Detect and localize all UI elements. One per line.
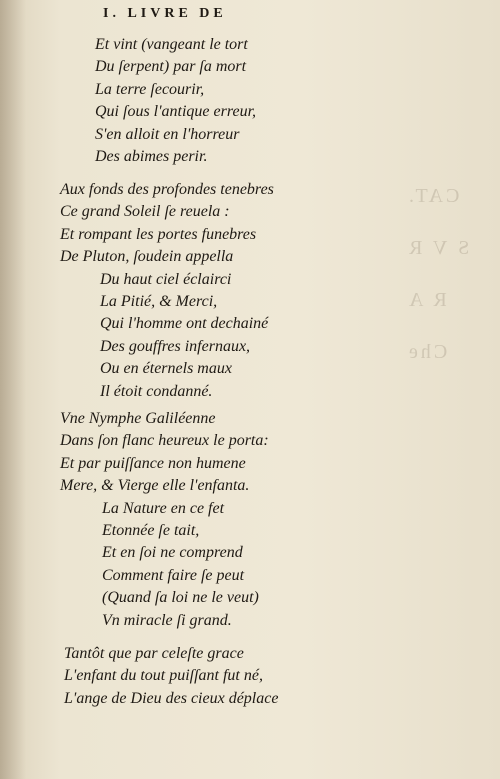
verse-line: (Quand ſa loi ne le veut) xyxy=(102,589,259,607)
verse-line: Et vint (vangeant le tort xyxy=(95,36,248,53)
show-through-line: CAT. xyxy=(406,185,460,207)
verse-line: Du haut ciel éclairci xyxy=(100,270,232,288)
verse-line: Du ſerpent) par ſa mort xyxy=(95,58,247,76)
verse-line: Tantôt que par celeſte grace xyxy=(64,645,244,662)
stanza-3 xyxy=(60,408,269,632)
show-through-line: R A xyxy=(406,289,447,311)
verse-line: Et en ſoi ne comprend xyxy=(102,544,243,562)
verse-line: La terre ſecourir, xyxy=(95,80,205,98)
verse-line: S'en alloit en l'horreur xyxy=(95,125,240,143)
verse-line: Ce grand Soleil ſe reuela : xyxy=(60,203,230,221)
verse-line: Vn miracle ſi grand. xyxy=(102,611,232,629)
verse-line: Ou en éternels maux xyxy=(100,360,232,378)
verse-line: De Pluton, ſoudein appella xyxy=(60,248,234,266)
show-through-line: S V R xyxy=(406,237,470,259)
verse-line: L'ange de Dieu des cieux déplace xyxy=(64,689,279,707)
stanza-1 xyxy=(95,34,256,168)
verse-line: Qui ſous l'antique erreur, xyxy=(95,103,257,121)
stanza-4 xyxy=(64,643,278,710)
show-through-text xyxy=(406,170,486,470)
verse-line: La Pitié, & Merci, xyxy=(100,293,218,311)
running-head: I. LIVRE DE xyxy=(103,6,227,21)
verse-line: Mere, & Vierge elle l'enfanta. xyxy=(60,477,250,495)
verse-line: Des abimes perir. xyxy=(95,148,208,166)
verse-line: La Nature en ce fet xyxy=(102,499,225,517)
verse-line: Etonnée ſe tait, xyxy=(102,522,200,540)
verse-line: Et rompant les portes funebres xyxy=(60,225,257,243)
stanza-2 xyxy=(60,179,274,403)
verse-line: Dans ſon flanc heureux le porta: xyxy=(60,432,269,450)
verse-line: Des gouffres infernaux, xyxy=(100,337,251,355)
verse-line: Il étoit condanné. xyxy=(100,382,213,400)
verse-line: L'enfant du tout puiſſant fut né, xyxy=(64,667,263,685)
gutter-shadow xyxy=(0,0,26,779)
verse-line: Et par puiſſance non humene xyxy=(60,454,246,472)
verse-line: Qui l'homme ont dechainé xyxy=(100,315,269,333)
verse-line: Vne Nymphe Galiléenne xyxy=(60,410,216,427)
verse-line: Comment faire ſe peut xyxy=(102,566,245,584)
show-through-line: Che xyxy=(406,341,448,363)
verse-line: Aux fonds des profondes tenebres xyxy=(60,181,274,198)
